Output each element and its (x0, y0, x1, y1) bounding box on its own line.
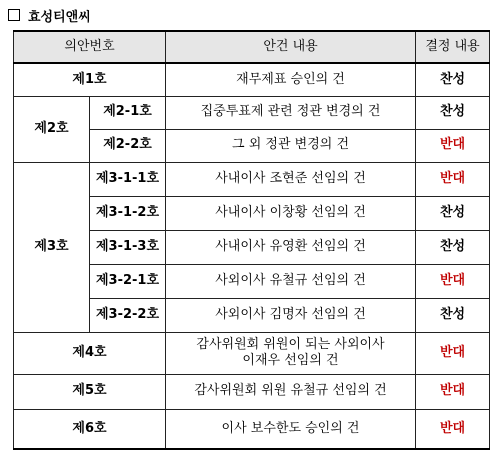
agenda-content-line: 감사위원회 위원이 되는 사외이사 (196, 336, 385, 352)
agenda-content (166, 332, 416, 374)
agenda-content: 사내이사 이창황 선임의 건 (166, 196, 416, 230)
agenda-number: 제6호 (14, 409, 166, 449)
agenda-number: 제1호 (14, 63, 166, 96)
table-row (14, 162, 490, 196)
agenda-sub-number: 제2-2호 (90, 129, 166, 162)
agenda-group-number: 제3호 (14, 162, 90, 332)
section-title-text: 효성티앤씨 (28, 9, 91, 25)
agenda-table (13, 30, 490, 450)
table-row (14, 96, 490, 129)
decision-cell: 찬성 (416, 230, 490, 264)
decision-cell: 반대 (416, 162, 490, 196)
agenda-group-number: 제2호 (14, 96, 90, 162)
decision-cell: 찬성 (416, 63, 490, 96)
agenda-content: 그 외 정관 변경의 건 (166, 129, 416, 162)
header-agenda-number: 의안번호 (14, 31, 166, 63)
header-decision: 결정 내용 (416, 31, 490, 63)
agenda-sub-number: 제2-1호 (90, 96, 166, 129)
decision-cell: 찬성 (416, 96, 490, 129)
checkbox-icon (8, 9, 20, 21)
agenda-content: 사외이사 유철규 선임의 건 (166, 264, 416, 298)
decision-cell: 반대 (416, 264, 490, 298)
agenda-sub-number: 제3-2-1호 (90, 264, 166, 298)
decision-cell: 반대 (416, 129, 490, 162)
agenda-sub-number: 제3-1-3호 (90, 230, 166, 264)
agenda-sub-number: 제3-1-1호 (90, 162, 166, 196)
agenda-content: 집중투표제 관련 정관 변경의 건 (166, 96, 416, 129)
agenda-number: 제4호 (14, 332, 166, 374)
table-row (14, 332, 490, 374)
decision-cell: 반대 (416, 409, 490, 449)
section-title (8, 6, 91, 24)
agenda-content: 감사위원회 위원 유철규 선임의 건 (166, 374, 416, 409)
agenda-content: 재무제표 승인의 건 (166, 63, 416, 96)
agenda-number: 제5호 (14, 374, 166, 409)
table-row (14, 374, 490, 409)
agenda-content: 사외이사 김명자 선임의 건 (166, 298, 416, 332)
header-agenda-content: 안건 내용 (166, 31, 416, 63)
table-row (14, 63, 490, 96)
agenda-content: 사내이사 유영환 선임의 건 (166, 230, 416, 264)
table-row (14, 409, 490, 449)
agenda-content: 이사 보수한도 승인의 건 (166, 409, 416, 449)
agenda-sub-number: 제3-2-2호 (90, 298, 166, 332)
decision-cell: 반대 (416, 332, 490, 374)
agenda-content: 사내이사 조현준 선임의 건 (166, 162, 416, 196)
decision-cell: 반대 (416, 374, 490, 409)
decision-cell: 찬성 (416, 196, 490, 230)
table-header-row (14, 31, 490, 63)
decision-cell: 찬성 (416, 298, 490, 332)
agenda-sub-number: 제3-1-2호 (90, 196, 166, 230)
agenda-content-line: 이재우 선임의 건 (242, 353, 339, 368)
